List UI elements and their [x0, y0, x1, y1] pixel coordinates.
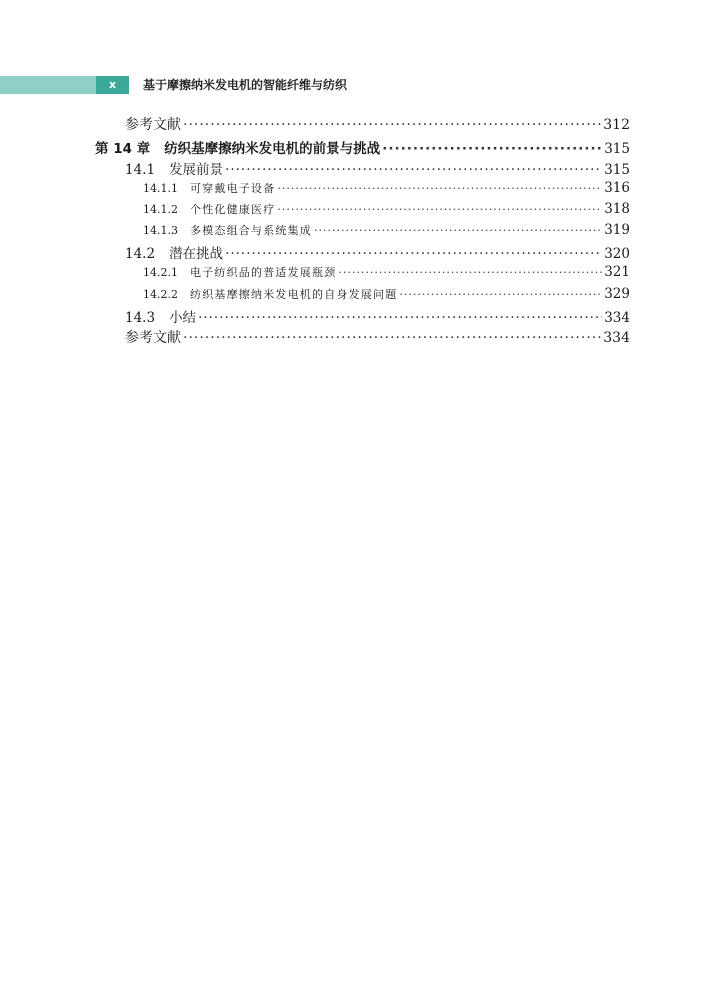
toc-entry-section[interactable] — [125, 306, 630, 326]
toc-entry-label: 参考文献 — [125, 117, 181, 133]
dot-leader — [399, 288, 602, 301]
dot-leader — [277, 203, 602, 216]
toc-entry-references[interactable] — [125, 114, 630, 134]
toc-entry-number: 14.1 — [125, 162, 156, 178]
toc-entry-section[interactable] — [125, 242, 630, 262]
toc-entry-subsection[interactable] — [143, 180, 630, 196]
toc-entry-page: 315 — [604, 162, 630, 178]
toc-entry-label: 纺织基摩擦纳米发电机的自身发展问题 — [190, 288, 398, 301]
toc-entry-label: 个性化健康医疗 — [190, 203, 276, 216]
toc-entry-page: 334 — [604, 310, 630, 326]
running-title: 基于摩擦纳米发电机的智能纤维与纺织 — [143, 78, 348, 92]
toc-entry-number: 14.3 — [125, 310, 156, 326]
dot-leader — [183, 117, 601, 133]
toc-entry-page: 318 — [604, 201, 630, 217]
toc-entry-label: 参考文献 — [125, 330, 181, 346]
dot-leader — [314, 224, 602, 237]
toc-entry-page: 321 — [604, 264, 630, 280]
header-color-band — [0, 76, 96, 94]
toc-entry-subsection[interactable] — [143, 264, 630, 280]
toc-entry-chapter[interactable] — [95, 137, 630, 157]
toc-entry-page: 319 — [604, 222, 630, 238]
dot-leader — [382, 141, 602, 157]
toc-entry-subsection[interactable] — [143, 286, 630, 302]
toc-entry-page: 329 — [604, 286, 630, 302]
toc-entry-page: 316 — [604, 180, 630, 196]
toc-entry-page: 315 — [604, 141, 630, 157]
toc-entry-number: 14.1.1 — [143, 182, 178, 195]
running-header — [0, 76, 725, 94]
dot-leader — [225, 162, 602, 178]
toc-entry-number: 14.2 — [125, 246, 156, 262]
page-number: x — [96, 76, 129, 94]
toc-entry-number: 14.1.3 — [143, 224, 178, 237]
toc-entry-page: 312 — [603, 117, 630, 133]
toc-entry-label: 多模态组合与系统集成 — [190, 224, 312, 237]
dot-leader — [225, 246, 602, 262]
toc-entry-label: 潜在挑战 — [169, 246, 224, 262]
toc-entry-number: 第 14 章 — [95, 141, 151, 157]
dot-leader — [338, 266, 602, 279]
toc-entry-label: 纺织基摩擦纳米发电机的前景与挑战 — [164, 141, 381, 157]
toc-entry-label: 小结 — [169, 310, 197, 326]
toc-entry-page: 334 — [603, 330, 630, 346]
toc-entry-label: 发展前景 — [169, 162, 224, 178]
toc-entry-section[interactable] — [125, 158, 630, 178]
dot-leader — [183, 330, 601, 346]
toc-entry-number: 14.2.1 — [143, 266, 178, 279]
toc-entry-number: 14.2.2 — [143, 288, 178, 301]
toc-entry-subsection[interactable] — [143, 222, 630, 238]
toc-entry-number: 14.1.2 — [143, 203, 178, 216]
toc-entry-label: 可穿戴电子设备 — [190, 182, 276, 195]
toc-entry-page: 320 — [604, 246, 630, 262]
dot-leader — [277, 182, 602, 195]
dot-leader — [198, 310, 602, 326]
toc-entry-references[interactable] — [125, 327, 630, 347]
toc-entry-subsection[interactable] — [143, 201, 630, 217]
toc-entry-label: 电子纺织品的普适发展瓶颈 — [190, 266, 337, 279]
